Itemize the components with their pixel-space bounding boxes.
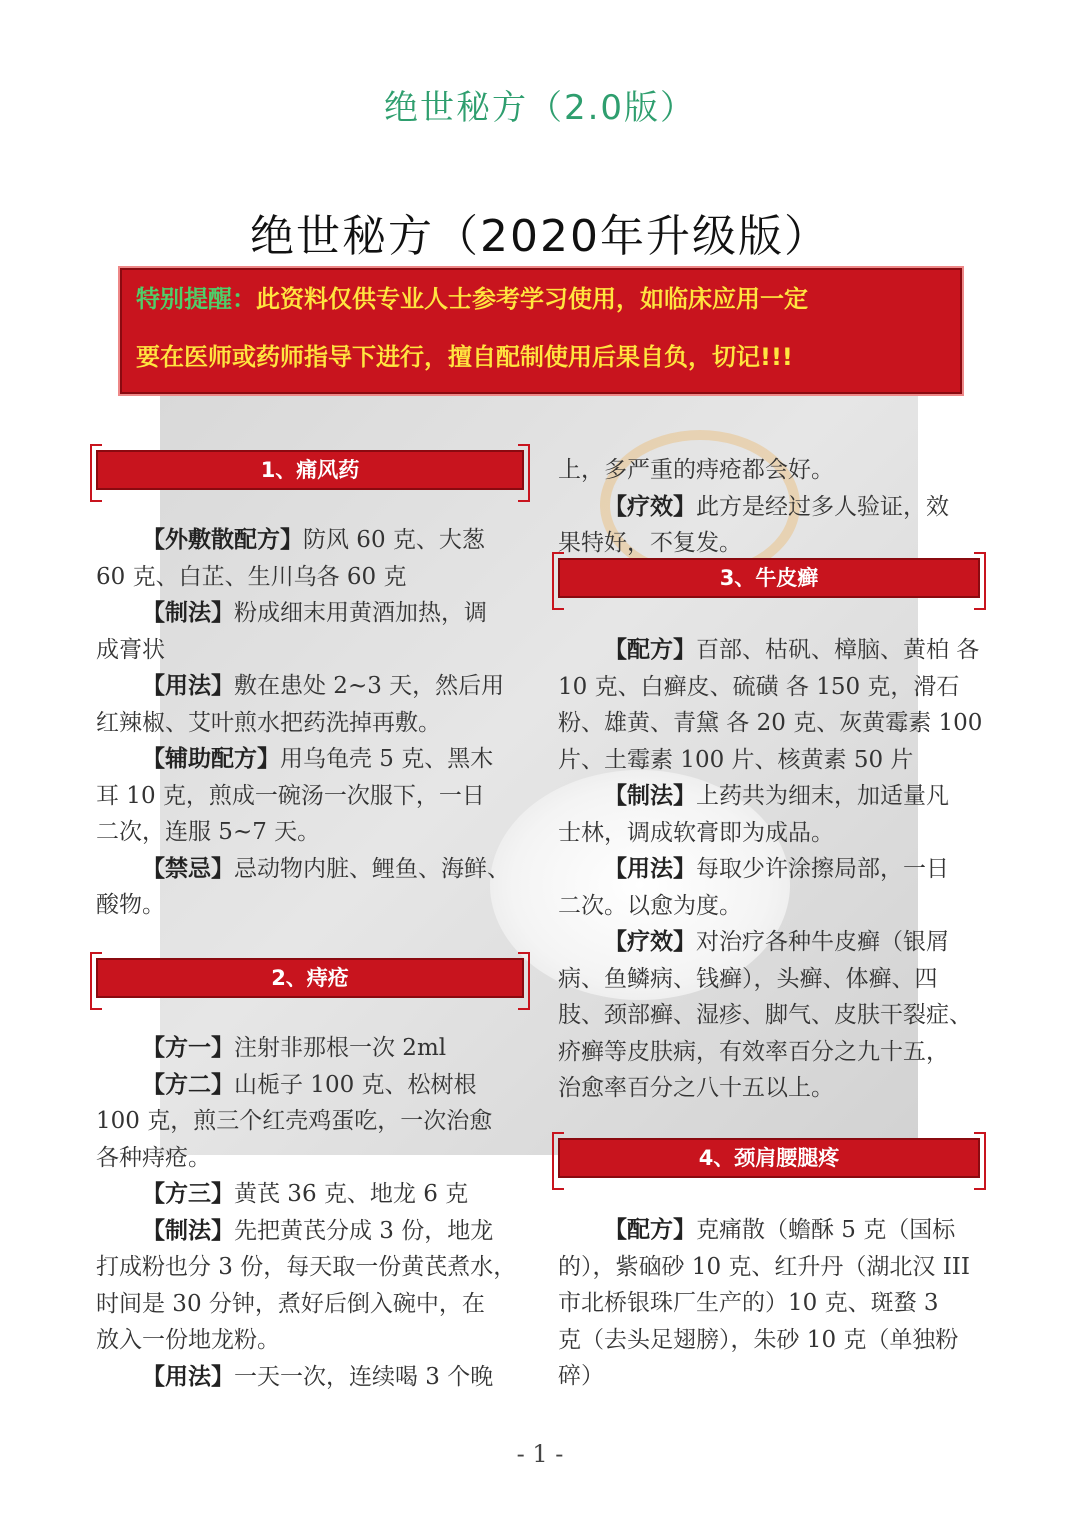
section-heading-psoriasis: 3、牛皮癣 [558, 558, 980, 598]
section-heading-gout: 1、痛风药 [96, 450, 524, 490]
paragraph-line: 粉、雄黄、青黛 各 20 克、灰黄霉素 100 [558, 710, 983, 736]
paragraph: 【疗效】此方是经过多人验证，效 [604, 492, 949, 520]
paragraph-line: 100 克，煎三个红壳鸡蛋吃，一次治愈 [96, 1108, 493, 1134]
warning-line-1 [122, 270, 960, 328]
paragraph-line: 上，多严重的痔疮都会好。 [558, 457, 834, 483]
right-column-bottom [558, 1212, 984, 1395]
paragraph-line: 疥癣等皮肤病，有效率百分之九十五， [558, 1038, 949, 1065]
paragraph-line: 片、土霉素 100 片、核黄素 50 片 [558, 746, 914, 773]
page-number: - 1 - [516, 1440, 564, 1468]
paragraph: 【制法】上药共为细末，加适量凡 [604, 782, 949, 809]
paragraph: 【配方】百部、枯矾、樟脑、黄柏 各 [604, 636, 980, 663]
section-heading-neck-back-pain: 4、颈肩腰腿疼 [558, 1138, 980, 1178]
paragraph: 【制法】粉成细末用黄酒加热，调 [142, 599, 487, 626]
paragraph: 【方三】黄芪 36 克、地龙 6 克 [142, 1180, 469, 1207]
left-column [96, 522, 524, 924]
paragraph-line: 打成粉也分 3 份，每天取一份黄芪煮水， [96, 1254, 517, 1280]
paragraph: 【外敷散配方】防风 60 克、大葱 [142, 526, 485, 553]
paragraph: 【用法】一天一次，连续喝 3 个晚 [142, 1362, 494, 1390]
paragraph-line: 二次，连服 5~7 天。 [96, 819, 321, 845]
section-heading-hemorrhoids: 2、痔疮 [96, 958, 524, 998]
paragraph: 【方一】注射非那根一次 2ml [142, 1034, 447, 1061]
warning-line-1-text: 此资料仅供专业人士参考学习使用，如临床应用一定 [256, 285, 808, 313]
paragraph-line: 各种痔疮。 [96, 1144, 211, 1171]
paragraph: 【用法】每取少许涂擦局部，一日 [604, 855, 949, 882]
paragraph: 【用法】敷在患处 2~3 天，然后用 [142, 672, 505, 699]
left-column-lower [96, 1030, 524, 1395]
paragraph-line: 时间是 30 分钟，煮好后倒入碗中，在 [96, 1290, 485, 1317]
paragraph: 【配方】克痛散（蟾酥 5 克（国标 [604, 1216, 956, 1243]
main-title: 绝世秘方（2020年升级版） [250, 211, 830, 262]
paragraph: 【禁忌】忌动物内脏、鲤鱼、海鲜、 [142, 854, 510, 882]
paragraph: 【方二】山栀子 100 克、松树根 [142, 1070, 477, 1098]
paragraph-line: 士林，调成软膏即为成品。 [558, 819, 834, 846]
paragraph-line: 碎） [558, 1363, 604, 1389]
paragraph-line: 二次。以愈为度。 [558, 892, 742, 919]
paragraph-line: 成膏状 [96, 636, 165, 663]
paragraph-line: 红辣椒、艾叶煎水把药洗掉再敷。 [96, 709, 441, 736]
top-title: 绝世秘方（2.0版） [383, 88, 697, 128]
paragraph: 【疗效】对治疗各种牛皮癣（银屑 [604, 928, 949, 955]
paragraph-line: 市北桥银珠厂生产的）10 克、斑蝥 3 [558, 1290, 939, 1316]
paragraph-line: 60 克、白芷、生川乌各 60 克 [96, 563, 407, 590]
warning-lead: 特别提醒： [136, 285, 256, 313]
paragraph-line: 果特好，不复发。 [558, 530, 742, 556]
paragraph: 【辅助配方】用乌龟壳 5 克、黑木 [142, 745, 494, 772]
paragraph-line: 克（去头足翅膀），朱砂 10 克（单独粉 [558, 1326, 959, 1353]
paragraph: 【制法】先把黄芪分成 3 份，地龙 [142, 1216, 494, 1244]
paragraph-line: 的），紫硇砂 10 克、红升丹（湖北汉 III [558, 1253, 970, 1280]
paragraph-line: 酸物。 [96, 892, 165, 918]
paragraph-line: 肢、颈部癣、湿疹、脚气、皮肤干裂症、 [558, 1002, 972, 1028]
warning-line-2: 要在医师或药师指导下进行，擅自配制使用后果自负，切记!!! [136, 343, 793, 371]
paragraph-line: 病、鱼鳞病、钱癣），头癣、体癣、四 [558, 965, 938, 992]
paragraph-line: 治愈率百分之八十五以上。 [558, 1075, 834, 1101]
right-column-top [558, 452, 984, 562]
warning-box [120, 268, 962, 394]
paragraph-line: 10 克、白癣皮、硫磺 各 150 克，滑石 [558, 673, 960, 700]
paragraph-line: 放入一份地龙粉。 [96, 1327, 280, 1353]
right-column-middle [558, 632, 984, 1107]
paragraph-line: 耳 10 克，煎成一碗汤一次服下，一日 [96, 782, 485, 809]
